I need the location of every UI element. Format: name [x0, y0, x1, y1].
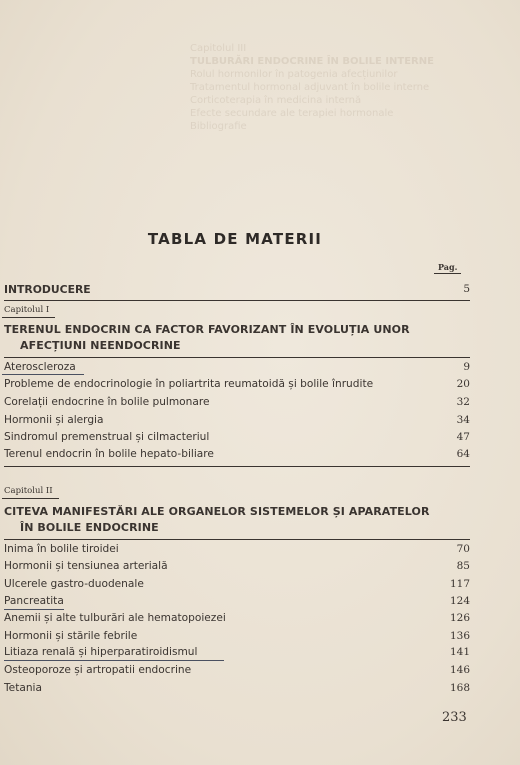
- chapter-title: [4, 504, 470, 536]
- divider: [4, 300, 470, 301]
- toc-entry-label: Probleme de endocrinologie în poliartrita reumatoidă și bolile înrudite: [4, 378, 374, 390]
- toc-entry[interactable]: [4, 431, 470, 449]
- page-title: TABLA DE MATERII: [147, 230, 323, 248]
- toc-entry-label: Tetania: [4, 682, 42, 694]
- toc-entry-label: Terenul endocrin în bolile hepato-biliare: [4, 448, 214, 460]
- pen-underline: [2, 374, 84, 375]
- chapter-label: Capitolul I: [4, 305, 50, 315]
- chapter-label: Capitolul II: [4, 486, 53, 496]
- toc-entry-page: 20: [456, 378, 470, 390]
- toc-entry-label: Hormonii și stările febrile: [4, 630, 138, 642]
- toc-entry-page: 141: [449, 646, 470, 658]
- toc-entry-page: 32: [456, 396, 470, 408]
- ghost-line: Rolul hormonilor în patogenia afecțiunilor: [190, 69, 398, 80]
- toc-entry[interactable]: [4, 378, 470, 396]
- bleed-through-text: [190, 42, 490, 133]
- divider: [4, 357, 470, 358]
- toc-entry[interactable]: [4, 396, 470, 414]
- pen-underline: [4, 609, 64, 610]
- toc-entry-label: Anemii și alte tulburări ale hematopoiezei: [4, 612, 226, 624]
- toc-entry-label: Corelații endocrine în bolile pulmonare: [4, 396, 210, 408]
- toc-entry-label: Pancreatita: [4, 595, 64, 607]
- ghost-line: Corticoterapia în medicina internă: [190, 95, 362, 106]
- toc-entry-label: Osteoporoze și artropatii endocrine: [4, 664, 192, 676]
- chapter-title-line: AFECȚIUNI NEENDOCRINE: [20, 339, 181, 352]
- toc-entry-page: 146: [449, 664, 470, 676]
- toc-entry-label: Hormonii și tensiunea arterială: [4, 560, 168, 572]
- page-number: 233: [442, 710, 467, 725]
- ghost-line: Tratamentul hormonal adjuvant în bolile interne: [190, 82, 430, 93]
- divider: [4, 466, 470, 467]
- toc-entry[interactable]: [4, 578, 470, 596]
- toc-entry-page: 5: [463, 283, 470, 295]
- toc-entry-introduction[interactable]: [4, 283, 470, 301]
- chapter-title-line: ÎN BOLILE ENDOCRINE: [20, 521, 159, 534]
- toc-entry[interactable]: [4, 361, 470, 379]
- toc-entry-label: Ulcerele gastro-duodenale: [4, 578, 144, 590]
- toc-entry-page: 47: [456, 431, 470, 443]
- ghost-line: TULBURĂRI ENDOCRINE ÎN BOLILE INTERNE: [190, 56, 434, 67]
- chapter-title: [4, 322, 470, 354]
- toc-entry-page: 136: [449, 630, 470, 642]
- toc-entry-page: 85: [456, 560, 470, 572]
- toc-entry-page: 117: [449, 578, 470, 590]
- toc-entry-page: 9: [463, 361, 470, 373]
- ghost-line: Efecte secundare ale terapiei hormonale: [190, 108, 394, 119]
- toc-entry-label: Sindromul premenstrual și cilmacteriul: [4, 431, 210, 443]
- toc-entry[interactable]: [4, 414, 470, 432]
- ghost-line: Capitolul III: [190, 43, 247, 54]
- ghost-line: Bibliografie: [190, 121, 247, 132]
- divider: [4, 539, 470, 540]
- toc-entry[interactable]: [4, 646, 470, 664]
- toc-entry-page: 126: [449, 612, 470, 624]
- toc-entry-page: 168: [449, 682, 470, 694]
- toc-entry-page: 64: [456, 448, 470, 460]
- toc-entry-label: INTRODUCERE: [4, 283, 91, 296]
- toc-entry-page: 124: [449, 595, 470, 607]
- toc-entry-label: Litiaza renală și hiperparatiroidismul: [4, 646, 198, 658]
- toc-entry[interactable]: [4, 543, 470, 561]
- toc-entry[interactable]: [4, 682, 470, 700]
- toc-entry[interactable]: [4, 560, 470, 578]
- toc-entry[interactable]: [4, 664, 470, 682]
- toc-entry-label: Hormonii și alergia: [4, 414, 104, 426]
- chapter-title-line: TERENUL ENDOCRIN CA FACTOR FAVORIZANT ÎN EVOLUȚIA UNOR: [4, 323, 410, 336]
- page-column-header: Pag.: [438, 262, 458, 272]
- toc-entry-page: 34: [456, 414, 470, 426]
- chapter-title-line: CITEVA MANIFESTĂRI ALE ORGANELOR SISTEMELOR ȘI APARATELOR: [4, 505, 430, 518]
- toc-entry-label: Inima în bolile tiroidei: [4, 543, 119, 555]
- toc-entry-label: Ateroscleroza: [4, 361, 76, 373]
- toc-entry[interactable]: [4, 612, 470, 630]
- toc-entry-page: 70: [456, 543, 470, 555]
- toc-entry[interactable]: [4, 595, 470, 613]
- pen-underline: [4, 660, 224, 661]
- toc-entry[interactable]: [4, 448, 470, 466]
